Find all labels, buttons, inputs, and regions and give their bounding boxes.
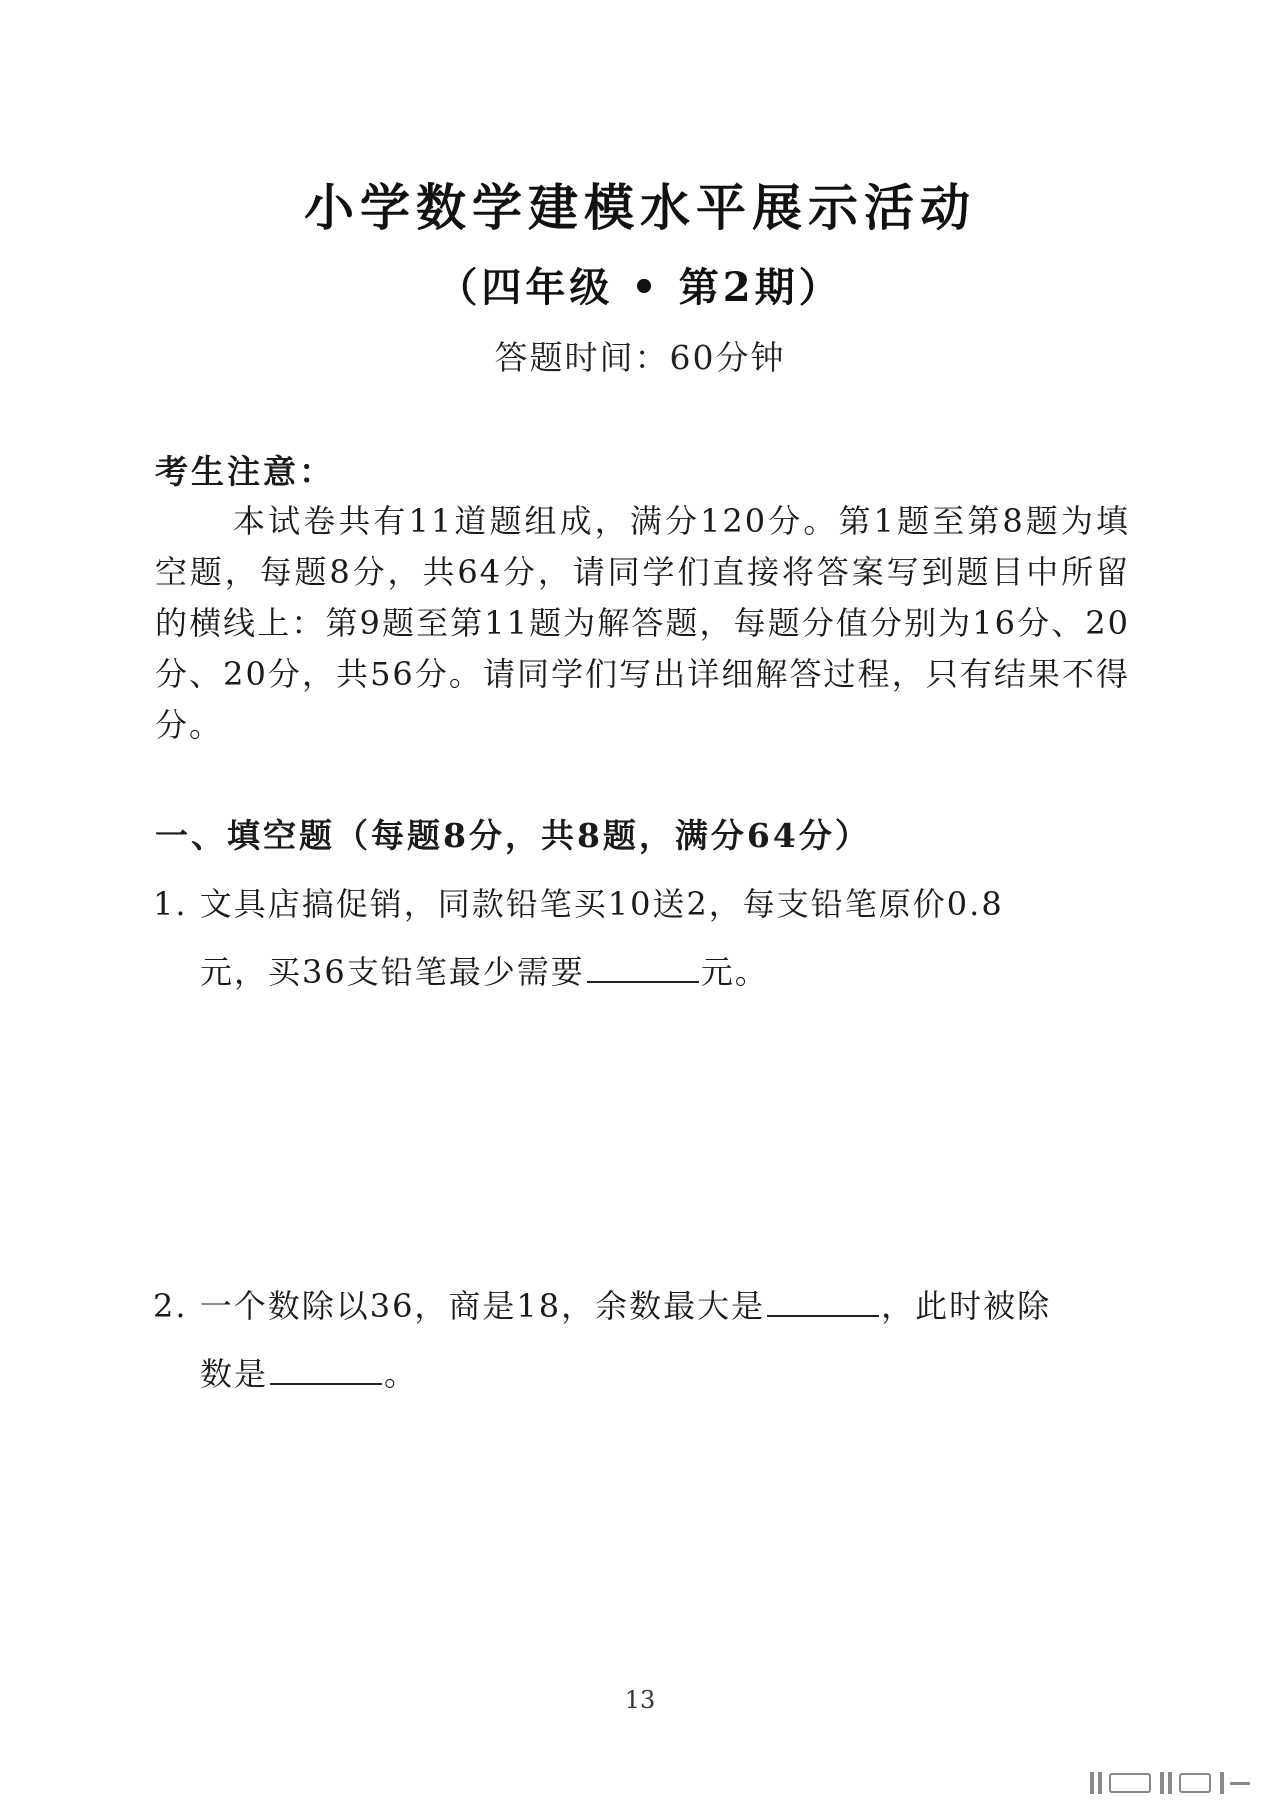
- answer-blank[interactable]: [587, 955, 699, 983]
- question-2-line-1: [153, 1272, 1133, 1340]
- question-text: 数是: [200, 1355, 269, 1393]
- question-number: 1.: [153, 885, 188, 923]
- question-1-line-2: [153, 938, 1133, 1006]
- question-text: 元，买36支铅笔最少需要: [200, 953, 585, 991]
- question-text: 。: [384, 1355, 419, 1393]
- corner-watermark-icon: [1080, 1768, 1260, 1798]
- answer-blank[interactable]: [270, 1357, 382, 1385]
- question-text: 元。: [700, 953, 769, 991]
- notice-body: 本试卷共有11道题组成，满分120分。第1题至第8题为填空题，每题8分，共64分，请同学们直接将答案写到题目中所留的横线上：第9题至第11题为解答题，每题分值分别为16分、20分、20分，共56分。请同学们写出详细解答过程，只有结果不得分。: [155, 502, 1130, 744]
- question-text: ，此时被除: [881, 1287, 1052, 1325]
- question-2: [153, 1272, 1133, 1408]
- question-text: 一个数除以36，商是18，余数最大是: [199, 1287, 766, 1325]
- page-number: 13: [624, 1686, 656, 1714]
- question-1-line-1: [153, 870, 1133, 938]
- time-limit: 答题时间：60分钟: [494, 338, 786, 377]
- question-number: 2.: [153, 1287, 188, 1325]
- notice-title: 考生注意：: [155, 452, 335, 491]
- page-title: 小学数学建模水平展示活动: [304, 178, 976, 237]
- answer-blank[interactable]: [767, 1289, 879, 1317]
- question-1: [153, 870, 1133, 1006]
- question-text: 文具店搞促销，同款铅笔买10送2，每支铅笔原价0.8: [199, 885, 1004, 923]
- question-2-line-2: [153, 1340, 1133, 1408]
- page-subtitle: （四年级 • 第2期）: [437, 264, 843, 311]
- section-heading-fill-in: 一、填空题（每题8分，共8题，满分64分）: [155, 816, 871, 855]
